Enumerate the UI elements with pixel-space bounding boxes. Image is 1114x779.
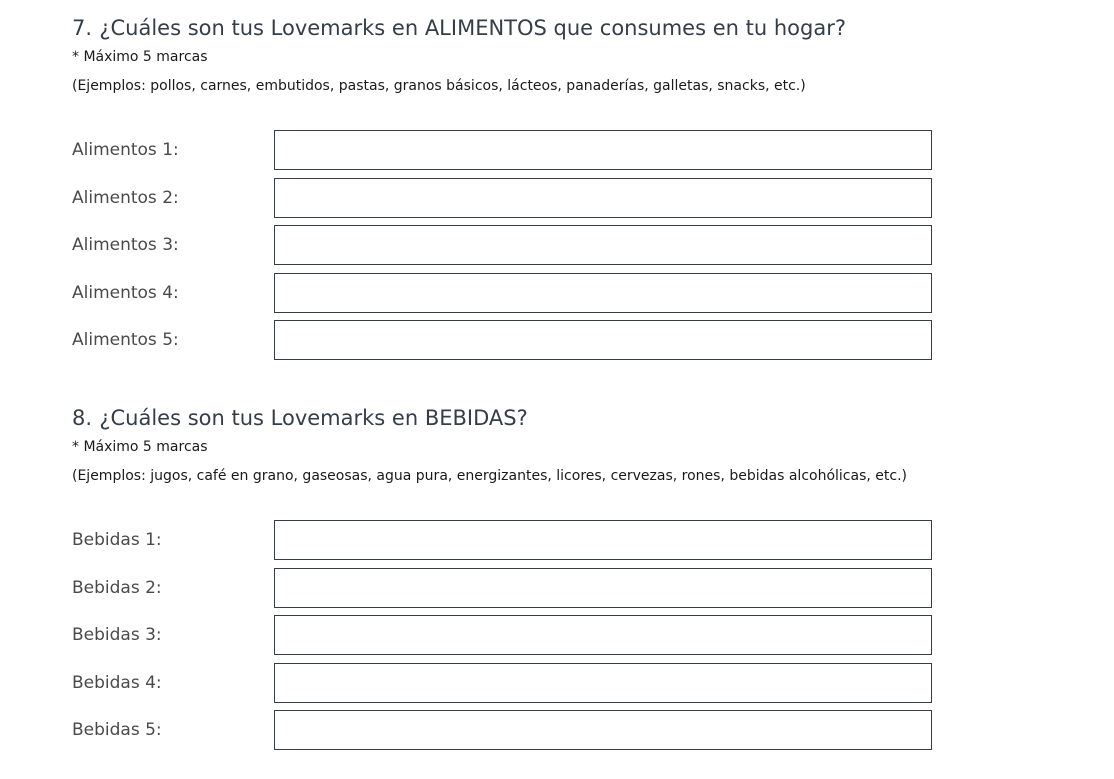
question-7-fields [72, 130, 972, 368]
field-label-bebidas-2: Bebidas 2: [72, 577, 162, 598]
question-7-max-note: * Máximo 5 marcas [72, 49, 208, 65]
field-row-bebidas-5 [72, 710, 972, 758]
field-row-bebidas-4 [72, 663, 972, 711]
field-label-bebidas-5: Bebidas 5: [72, 720, 162, 740]
field-row-alimentos-1 [72, 130, 972, 178]
question-7-examples: (Ejemplos: pollos, carnes, embutidos, pastas, granos básicos, lácteos, panaderías, galletas, snacks, etc.) [72, 78, 806, 94]
field-label-alimentos-5: Alimentos 5: [72, 330, 179, 350]
bebidas-3-input[interactable] [274, 615, 932, 655]
question-8-text: ¿Cuáles son tus Lovemarks en BEBIDAS? [99, 406, 528, 430]
question-7-text: ¿Cuáles son tus Lovemarks en ALIMENTOS que consumes en tu hogar? [99, 16, 846, 40]
question-8-title [72, 404, 1072, 432]
field-label-bebidas-1: Bebidas 1: [72, 530, 162, 550]
field-row-alimentos-4 [72, 273, 972, 321]
question-7-alimentos [72, 14, 1072, 350]
alimentos-3-input[interactable] [274, 225, 932, 265]
bebidas-2-input[interactable] [274, 568, 932, 608]
field-label-bebidas-3: Bebidas 3: [72, 625, 162, 645]
question-8-fields [72, 520, 972, 758]
field-row-bebidas-3 [72, 615, 972, 663]
field-row-alimentos-2 [72, 178, 972, 226]
field-row-alimentos-5 [72, 320, 972, 368]
bebidas-5-input[interactable] [274, 710, 932, 750]
field-row-bebidas-2 [72, 568, 972, 616]
bebidas-1-input[interactable] [274, 520, 932, 560]
field-label-alimentos-3: Alimentos 3: [72, 235, 179, 255]
question-8-max-note: * Máximo 5 marcas [72, 439, 208, 455]
question-8-examples: (Ejemplos: jugos, café en grano, gaseosas, agua pura, energizantes, licores, cervezas, rones, bebidas alcohólicas, etc.) [72, 468, 907, 484]
field-label-alimentos-1: Alimentos 1: [72, 140, 179, 160]
question-7-number: 7. [72, 16, 93, 40]
alimentos-5-input[interactable] [274, 320, 932, 360]
field-label-alimentos-2: Alimentos 2: [72, 187, 179, 208]
bebidas-4-input[interactable] [274, 663, 932, 703]
field-label-alimentos-4: Alimentos 4: [72, 282, 179, 303]
field-label-bebidas-4: Bebidas 4: [72, 672, 162, 693]
question-7-title [72, 14, 1072, 42]
alimentos-1-input[interactable] [274, 130, 932, 170]
alimentos-2-input[interactable] [274, 178, 932, 218]
question-8-bebidas [72, 404, 1072, 740]
question-8-number: 8. [72, 406, 93, 430]
alimentos-4-input[interactable] [274, 273, 932, 313]
field-row-alimentos-3 [72, 225, 972, 273]
field-row-bebidas-1 [72, 520, 972, 568]
